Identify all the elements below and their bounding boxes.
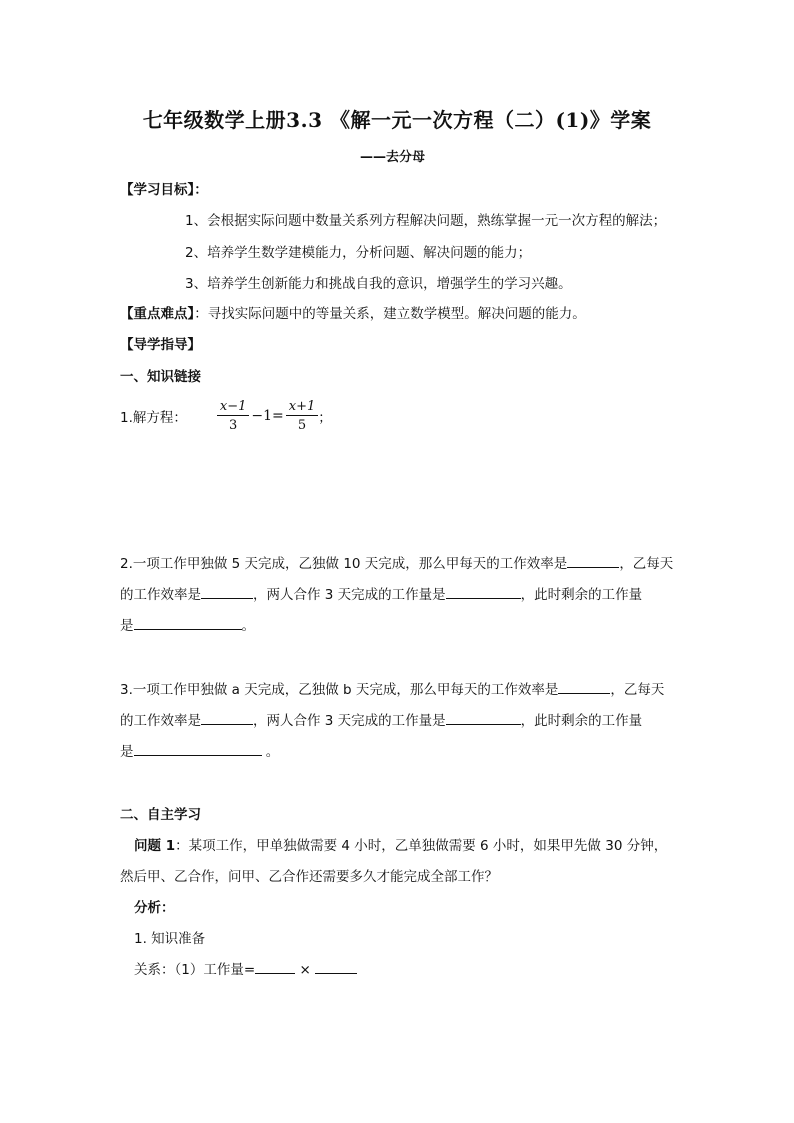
q2-blank-remaining[interactable]: [134, 615, 242, 630]
problem-1-line-1: 问题 1：某项工作，甲单独做需要 4 小时，乙单独做需要 6 小时，如果甲先做 30 分钟，: [134, 838, 668, 854]
equation-middle: −1=: [251, 408, 284, 424]
relation-line: 关系：（1）工作量= ×: [134, 958, 357, 978]
fraction-right: [286, 400, 319, 432]
equation-question: [120, 400, 332, 432]
q1-suffix: ；: [318, 410, 332, 426]
page-subtitle: ——去分母: [360, 150, 426, 165]
q3-blank-a-efficiency[interactable]: [558, 679, 610, 694]
fraction-left-denominator: 3: [229, 418, 238, 433]
objective-item-3: 3、培养学生创新能力和挑战自我的意识，增强学生的学习兴趣。: [185, 276, 572, 292]
key-points: [120, 302, 586, 322]
fraction-left: [217, 400, 250, 432]
section2-heading: 二、自主学习: [120, 807, 201, 823]
q2-blank-b-efficiency[interactable]: [201, 584, 253, 599]
q2-line-2: 的工作效率是 ，两人合作 3 天完成的工作量是 ，此时剩余的工作量: [120, 583, 642, 603]
page-title: 七年级数学上册3.3 《解一元一次方程（二）(1)》学案: [142, 108, 652, 132]
q2-line-3: 是 。: [120, 614, 255, 634]
q3-line-2: 的工作效率是 ，两人合作 3 天完成的工作量是 ，此时剩余的工作量: [120, 709, 642, 729]
problem-1-line-2: 然后甲、乙合作，问甲、乙合作还需要多久才能完成全部工作？: [120, 869, 498, 885]
relation-blank-2[interactable]: [315, 959, 357, 974]
objectives-label: 【学习目标】：: [120, 182, 208, 198]
q2-line-1: 2.一项工作甲独做 5 天完成，乙独做 10 天完成，那么甲每天的工作效率是 ，乙每天: [120, 552, 673, 572]
objective-item-1: 1、会根据实际问题中数量关系列方程解决问题，熟练掌握一元一次方程的解法；: [185, 213, 667, 229]
q3-line-3: 是 。: [120, 740, 279, 760]
q3-blank-joint-work[interactable]: [446, 710, 521, 725]
guide-label: 【导学指导】: [120, 337, 201, 353]
knowledge-prep: 1. 知识准备: [134, 931, 206, 947]
q2-blank-a-efficiency[interactable]: [567, 553, 619, 568]
q2-blank-joint-work[interactable]: [446, 584, 521, 599]
key-points-text: ：寻找实际问题中的等量关系，建立数学模型。解决问题的能力。: [194, 306, 586, 322]
q1-prefix: 1.解方程：: [120, 410, 187, 426]
q3-line-1: 3.一项工作甲独做 a 天完成，乙独做 b 天完成，那么甲每天的工作效率是 ，乙每天: [120, 678, 664, 698]
fraction-left-numerator: x−1: [219, 399, 247, 414]
fraction-right-denominator: 5: [297, 418, 307, 433]
relation-blank-1[interactable]: [255, 959, 295, 974]
fraction-right-numerator: x+1: [288, 399, 316, 414]
key-points-label: 【重点难点】: [120, 306, 195, 322]
problem-1-label: 问题 1: [134, 838, 176, 854]
analysis-label: 分析：: [134, 900, 175, 916]
q3-blank-remaining[interactable]: [134, 741, 262, 756]
q3-blank-b-efficiency[interactable]: [201, 710, 253, 725]
objective-item-2: 2、培养学生数学建模能力，分析问题、解决问题的能力；: [185, 245, 532, 261]
section1-heading: 一、知识链接: [120, 369, 201, 385]
